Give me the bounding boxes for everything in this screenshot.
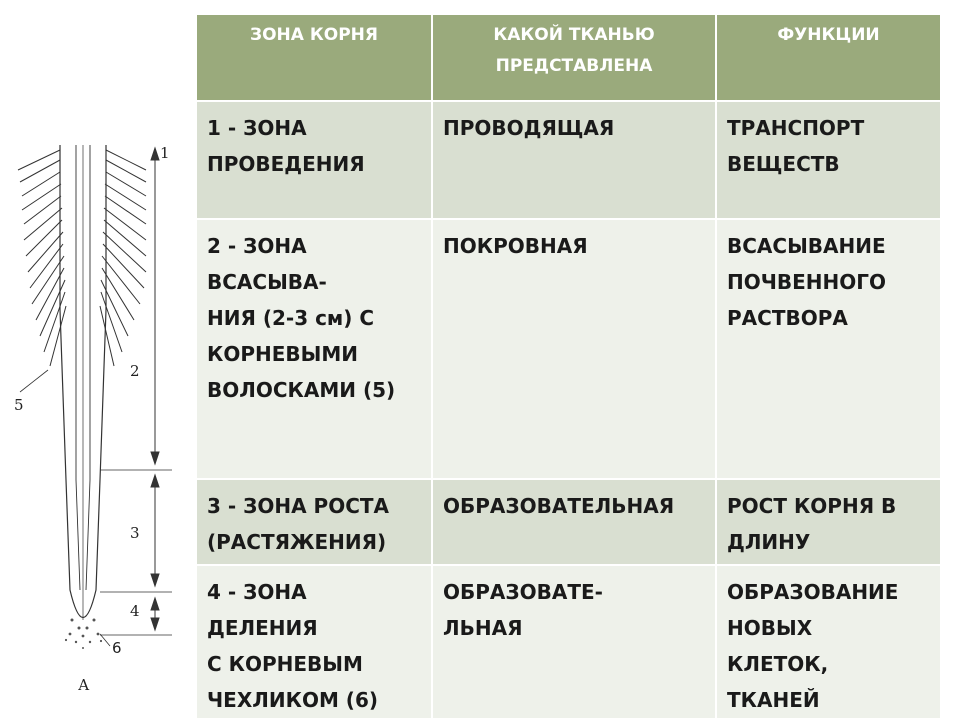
cell-tissue: ОБРАЗОВАТЕ- ЛЬНАЯ bbox=[432, 565, 716, 719]
cell-zone: 4 - ЗОНА ДЕЛЕНИЯ С КОРНЕВЫМ ЧЕХЛИКОМ (6) bbox=[196, 565, 432, 719]
cell-function: ОБРАЗОВАНИЕ НОВЫХ КЛЕТОК, ТКАНЕЙ bbox=[716, 565, 941, 719]
cell-function: ВСАСЫВАНИЕ ПОЧВЕННОГО РАСТВОРА bbox=[716, 219, 941, 479]
header-zone: ЗОНА КОРНЯ bbox=[196, 14, 432, 101]
root-hairs bbox=[18, 150, 146, 366]
header-tissue: КАКОЙ ТКАНЬЮ ПРЕДСТАВЛЕНА bbox=[432, 14, 716, 101]
table-row bbox=[196, 479, 941, 565]
zone-dimension-lines bbox=[20, 148, 172, 646]
root-cap-label: 6 bbox=[112, 639, 122, 657]
table-row bbox=[196, 219, 941, 479]
cell-function: ТРАНСПОРТ ВЕЩЕСТВ bbox=[716, 101, 941, 219]
zone-4-label: 4 bbox=[130, 602, 140, 620]
cell-function: РОСТ КОРНЯ В ДЛИНУ bbox=[716, 479, 941, 565]
table-row bbox=[196, 565, 941, 719]
root-zones-diagram bbox=[0, 120, 195, 720]
cell-zone: 3 - ЗОНА РОСТА (РАСТЯЖЕНИЯ) bbox=[196, 479, 432, 565]
cell-tissue: ПОКРОВНАЯ bbox=[432, 219, 716, 479]
table-row bbox=[196, 101, 941, 219]
figure-label: А bbox=[78, 676, 90, 694]
header-functions: ФУНКЦИИ bbox=[716, 14, 941, 101]
cell-tissue: ПРОВОДЯЩАЯ bbox=[432, 101, 716, 219]
root-zones-table bbox=[195, 13, 942, 720]
zone-2-label: 2 bbox=[130, 362, 140, 380]
table-header-row bbox=[196, 14, 941, 101]
cell-tissue: ОБРАЗОВАТЕЛЬНАЯ bbox=[432, 479, 716, 565]
cell-zone: 1 - ЗОНА ПРОВЕДЕНИЯ bbox=[196, 101, 432, 219]
cell-zone: 2 - ЗОНА ВСАСЫВА- НИЯ (2-3 см) С КОРНЕВЫМИ ВОЛОСКАМИ (5) bbox=[196, 219, 432, 479]
root-cap-cells bbox=[65, 619, 102, 650]
zone-3-label: 3 bbox=[130, 524, 140, 542]
root-hairs-label: 5 bbox=[14, 396, 24, 414]
zone-1-label: 1 bbox=[160, 144, 170, 162]
root-body bbox=[60, 145, 106, 620]
